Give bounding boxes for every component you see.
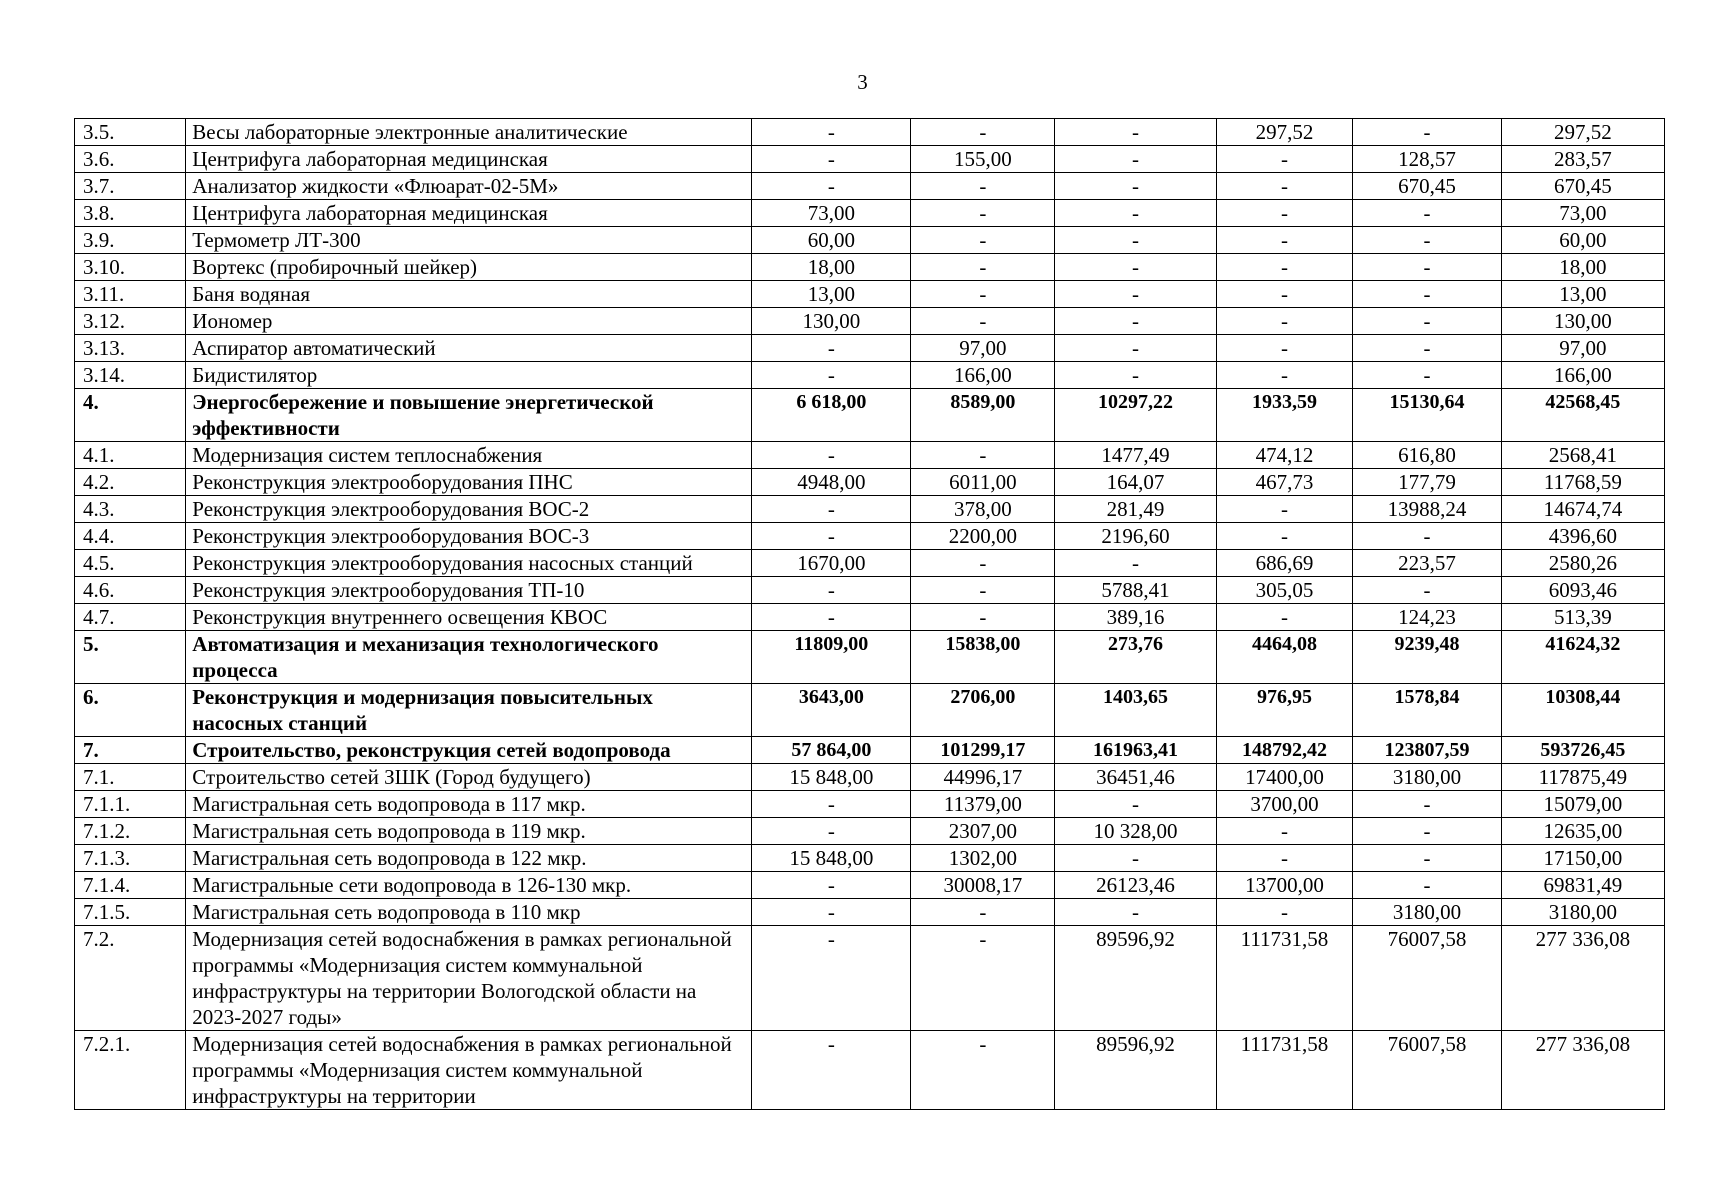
value-cell: - [911,550,1055,577]
row-name-cell: Центрифуга лабораторная медицинская [186,200,752,227]
value-cell: 670,45 [1353,173,1501,200]
value-cell: - [1353,335,1501,362]
value-cell: - [1055,254,1216,281]
value-cell: 273,76 [1055,631,1216,684]
value-cell: 474,12 [1216,442,1353,469]
value-cell: 18,00 [1501,254,1664,281]
row-name-cell: Аспиратор автоматический [186,335,752,362]
value-cell: 13988,24 [1353,496,1501,523]
value-cell: - [911,254,1055,281]
value-cell: - [1216,818,1353,845]
row-name-cell: Реконструкция электрооборудования насосных станций [186,550,752,577]
table-row [75,200,1665,227]
value-cell: - [1216,308,1353,335]
value-cell: - [1055,362,1216,389]
table-row [75,1031,1665,1110]
value-cell: 15838,00 [911,631,1055,684]
row-name-cell: Реконструкция электрооборудования ВОС-2 [186,496,752,523]
value-cell: 389,16 [1055,604,1216,631]
row-number-cell: 3.6. [75,146,186,173]
value-cell: 9239,48 [1353,631,1501,684]
value-cell: 11809,00 [752,631,911,684]
value-cell: 30008,17 [911,872,1055,899]
value-cell: 13700,00 [1216,872,1353,899]
value-cell: - [1055,899,1216,926]
value-cell: 6 618,00 [752,389,911,442]
value-cell: 283,57 [1501,146,1664,173]
value-cell: 15 848,00 [752,845,911,872]
value-cell: 60,00 [1501,227,1664,254]
table-row [75,173,1665,200]
value-cell: - [1216,173,1353,200]
value-cell: - [1353,818,1501,845]
row-name-cell: Термометр ЛТ-300 [186,227,752,254]
row-number-cell: 3.8. [75,200,186,227]
row-number-cell: 3.5. [75,119,186,146]
row-number-cell: 7. [75,737,186,764]
row-name-cell: Анализатор жидкости «Флюарат-02-5М» [186,173,752,200]
table-row [75,926,1665,1031]
table-row [75,389,1665,442]
row-number-cell: 7.1.4. [75,872,186,899]
value-cell: 1670,00 [752,550,911,577]
value-cell: - [752,899,911,926]
value-cell: 305,05 [1216,577,1353,604]
row-name-cell: Магистральные сети водопровода в 126-130 мкр. [186,872,752,899]
table-row [75,899,1665,926]
value-cell: 161963,41 [1055,737,1216,764]
row-name-cell: Реконструкция электрооборудования ПНС [186,469,752,496]
row-name-cell: Магистральная сеть водопровода в 117 мкр. [186,791,752,818]
value-cell: - [752,523,911,550]
row-name-cell: Строительство, реконструкция сетей водопровода [186,737,752,764]
value-cell: - [752,604,911,631]
table-row [75,496,1665,523]
row-name-cell: Магистральная сеть водопровода в 119 мкр. [186,818,752,845]
value-cell: 277 336,08 [1501,926,1664,1031]
value-cell: - [911,899,1055,926]
row-name-cell: Бидистилятор [186,362,752,389]
row-name-cell: Реконструкция электрооборудования ВОС-3 [186,523,752,550]
row-name-cell: Центрифуга лабораторная медицинская [186,146,752,173]
value-cell: 281,49 [1055,496,1216,523]
value-cell: 976,95 [1216,684,1353,737]
row-name-cell: Модернизация сетей водоснабжения в рамках региональной программы «Модернизация систем коммунальной инфраструктуры на территории Вологодской области на 2023-2027 годы» [186,926,752,1031]
value-cell: 223,57 [1353,550,1501,577]
row-number-cell: 7.1. [75,764,186,791]
table-row [75,146,1665,173]
value-cell: 277 336,08 [1501,1031,1664,1110]
value-cell: 14674,74 [1501,496,1664,523]
row-number-cell: 4.7. [75,604,186,631]
row-number-cell: 4.3. [75,496,186,523]
table-row [75,872,1665,899]
value-cell: 41624,32 [1501,631,1664,684]
value-cell: 57 864,00 [752,737,911,764]
table-row [75,791,1665,818]
value-cell: - [1353,791,1501,818]
value-cell: 4396,60 [1501,523,1664,550]
value-cell: 11379,00 [911,791,1055,818]
value-cell: 128,57 [1353,146,1501,173]
value-cell: 5788,41 [1055,577,1216,604]
table-body [75,119,1665,1110]
value-cell: - [1216,146,1353,173]
table-row [75,281,1665,308]
value-cell: 3180,00 [1353,764,1501,791]
value-cell: - [1055,845,1216,872]
value-cell: - [1055,281,1216,308]
value-cell: 10297,22 [1055,389,1216,442]
value-cell: - [1216,604,1353,631]
table-row [75,764,1665,791]
value-cell: - [1216,845,1353,872]
table-row [75,737,1665,764]
row-number-cell: 7.2. [75,926,186,1031]
table-row [75,604,1665,631]
value-cell: 76007,58 [1353,1031,1501,1110]
row-number-cell: 7.1.3. [75,845,186,872]
value-cell: 2307,00 [911,818,1055,845]
table-row [75,818,1665,845]
value-cell: - [1353,362,1501,389]
value-cell: 1578,84 [1353,684,1501,737]
value-cell: 2706,00 [911,684,1055,737]
value-cell: 3700,00 [1216,791,1353,818]
value-cell: 73,00 [752,200,911,227]
value-cell: - [1055,146,1216,173]
value-cell: - [752,335,911,362]
value-cell: 297,52 [1501,119,1664,146]
value-cell: 44996,17 [911,764,1055,791]
value-cell: 26123,46 [1055,872,1216,899]
value-cell: 155,00 [911,146,1055,173]
value-cell: - [1055,119,1216,146]
value-cell: - [752,496,911,523]
row-name-cell: Модернизация систем теплоснабжения [186,442,752,469]
table-row [75,442,1665,469]
value-cell: 17150,00 [1501,845,1664,872]
value-cell: 117875,49 [1501,764,1664,791]
row-name-cell: Реконструкция электрооборудования ТП-10 [186,577,752,604]
row-number-cell: 7.2.1. [75,1031,186,1110]
value-cell: 2196,60 [1055,523,1216,550]
value-cell: 1933,59 [1216,389,1353,442]
row-number-cell: 4.6. [75,577,186,604]
table-row [75,523,1665,550]
row-name-cell: Автоматизация и механизация технологического процесса [186,631,752,684]
value-cell: - [911,119,1055,146]
value-cell: 11768,59 [1501,469,1664,496]
row-name-cell: Баня водяная [186,281,752,308]
value-cell: - [752,1031,911,1110]
value-cell: 124,23 [1353,604,1501,631]
value-cell: 3180,00 [1501,899,1664,926]
value-cell: - [752,872,911,899]
value-cell: - [752,173,911,200]
row-name-cell: Иономер [186,308,752,335]
row-name-cell: Строительство сетей ЗШК (Город будущего) [186,764,752,791]
row-name-cell: Весы лабораторные электронные аналитические [186,119,752,146]
value-cell: 13,00 [752,281,911,308]
value-cell: 89596,92 [1055,926,1216,1031]
value-cell: - [752,926,911,1031]
row-name-cell: Вортекс (пробирочный шейкер) [186,254,752,281]
value-cell: 60,00 [752,227,911,254]
value-cell: - [752,577,911,604]
value-cell: 166,00 [911,362,1055,389]
row-number-cell: 7.1.5. [75,899,186,926]
row-number-cell: 4.2. [75,469,186,496]
value-cell: - [1216,335,1353,362]
value-cell: - [752,362,911,389]
row-number-cell: 3.11. [75,281,186,308]
table-row [75,335,1665,362]
value-cell: - [752,442,911,469]
value-cell: 76007,58 [1353,926,1501,1031]
value-cell: 6011,00 [911,469,1055,496]
row-name-cell: Энергосбережение и повышение энергетической эффективности [186,389,752,442]
value-cell: 101299,17 [911,737,1055,764]
value-cell: 123807,59 [1353,737,1501,764]
value-cell: - [911,200,1055,227]
table-row [75,362,1665,389]
value-cell: 8589,00 [911,389,1055,442]
value-cell: - [752,119,911,146]
value-cell: 6093,46 [1501,577,1664,604]
value-cell: 18,00 [752,254,911,281]
table-row [75,119,1665,146]
table-row [75,308,1665,335]
value-cell: 10308,44 [1501,684,1664,737]
value-cell: 15079,00 [1501,791,1664,818]
row-number-cell: 4.5. [75,550,186,577]
value-cell: - [1216,254,1353,281]
value-cell: 378,00 [911,496,1055,523]
value-cell: - [1055,227,1216,254]
value-cell: - [1353,254,1501,281]
value-cell: - [1353,227,1501,254]
row-number-cell: 4.4. [75,523,186,550]
value-cell: 616,80 [1353,442,1501,469]
value-cell: - [1353,523,1501,550]
value-cell: 3180,00 [1353,899,1501,926]
table-row [75,227,1665,254]
value-cell: - [752,818,911,845]
row-name-cell: Модернизация сетей водоснабжения в рамках региональной программы «Модернизация систем коммунальной инфраструктуры на территории [186,1031,752,1110]
value-cell: 130,00 [752,308,911,335]
value-cell: - [1216,281,1353,308]
value-cell: 1302,00 [911,845,1055,872]
table-row [75,845,1665,872]
value-cell: 467,73 [1216,469,1353,496]
value-cell: 111731,58 [1216,1031,1353,1110]
value-cell: 2568,41 [1501,442,1664,469]
value-cell: 513,39 [1501,604,1664,631]
value-cell: - [911,281,1055,308]
value-cell: - [1216,496,1353,523]
value-cell: - [1055,335,1216,362]
value-cell: - [752,791,911,818]
value-cell: 148792,42 [1216,737,1353,764]
table-row [75,631,1665,684]
value-cell: 12635,00 [1501,818,1664,845]
value-cell: 2200,00 [911,523,1055,550]
value-cell: 297,52 [1216,119,1353,146]
value-cell: 130,00 [1501,308,1664,335]
row-number-cell: 3.10. [75,254,186,281]
value-cell: - [1353,281,1501,308]
value-cell: - [1353,845,1501,872]
value-cell: - [1055,308,1216,335]
value-cell: 10 328,00 [1055,818,1216,845]
value-cell: - [911,1031,1055,1110]
value-cell: - [911,308,1055,335]
value-cell: 4948,00 [752,469,911,496]
value-cell: 2580,26 [1501,550,1664,577]
value-cell: - [1216,200,1353,227]
row-name-cell: Реконструкция и модернизация повысительных насосных станций [186,684,752,737]
row-number-cell: 4.1. [75,442,186,469]
value-cell: - [1055,550,1216,577]
value-cell: 97,00 [1501,335,1664,362]
value-cell: - [752,146,911,173]
value-cell: - [1216,227,1353,254]
value-cell: - [1055,791,1216,818]
value-cell: - [911,577,1055,604]
row-number-cell: 7.1.1. [75,791,186,818]
value-cell: 1477,49 [1055,442,1216,469]
value-cell: - [1353,872,1501,899]
row-number-cell: 5. [75,631,186,684]
value-cell: - [1216,523,1353,550]
value-cell: 15 848,00 [752,764,911,791]
value-cell: - [1353,577,1501,604]
value-cell: 15130,64 [1353,389,1501,442]
value-cell: 73,00 [1501,200,1664,227]
value-cell: 177,79 [1353,469,1501,496]
value-cell: 3643,00 [752,684,911,737]
value-cell: 89596,92 [1055,1031,1216,1110]
value-cell: - [1353,200,1501,227]
value-cell: - [1353,308,1501,335]
value-cell: 42568,45 [1501,389,1664,442]
value-cell: 670,45 [1501,173,1664,200]
row-number-cell: 7.1.2. [75,818,186,845]
value-cell: 164,07 [1055,469,1216,496]
row-number-cell: 3.12. [75,308,186,335]
value-cell: 593726,45 [1501,737,1664,764]
row-name-cell: Магистральная сеть водопровода в 122 мкр. [186,845,752,872]
value-cell: 69831,49 [1501,872,1664,899]
value-cell: - [911,926,1055,1031]
value-cell: 166,00 [1501,362,1664,389]
value-cell: 1403,65 [1055,684,1216,737]
value-cell: - [1216,362,1353,389]
value-cell: 686,69 [1216,550,1353,577]
value-cell: - [1055,173,1216,200]
value-cell: 111731,58 [1216,926,1353,1031]
value-cell: - [1353,119,1501,146]
row-name-cell: Реконструкция внутреннего освещения КВОС [186,604,752,631]
row-number-cell: 3.7. [75,173,186,200]
row-name-cell: Магистральная сеть водопровода в 110 мкр [186,899,752,926]
value-cell: 4464,08 [1216,631,1353,684]
value-cell: 97,00 [911,335,1055,362]
row-number-cell: 3.9. [75,227,186,254]
value-cell: 36451,46 [1055,764,1216,791]
page-number: 3 [857,70,868,94]
table-row [75,254,1665,281]
value-cell: 17400,00 [1216,764,1353,791]
row-number-cell: 3.13. [75,335,186,362]
table-row [75,550,1665,577]
value-cell: - [1055,200,1216,227]
row-number-cell: 3.14. [75,362,186,389]
table-row [75,577,1665,604]
value-cell: 13,00 [1501,281,1664,308]
value-cell: - [1216,899,1353,926]
value-cell: - [911,442,1055,469]
value-cell: - [911,604,1055,631]
row-number-cell: 4. [75,389,186,442]
budget-table [74,118,1665,1110]
table-row [75,469,1665,496]
value-cell: - [911,227,1055,254]
row-number-cell: 6. [75,684,186,737]
table-row [75,684,1665,737]
value-cell: - [911,173,1055,200]
